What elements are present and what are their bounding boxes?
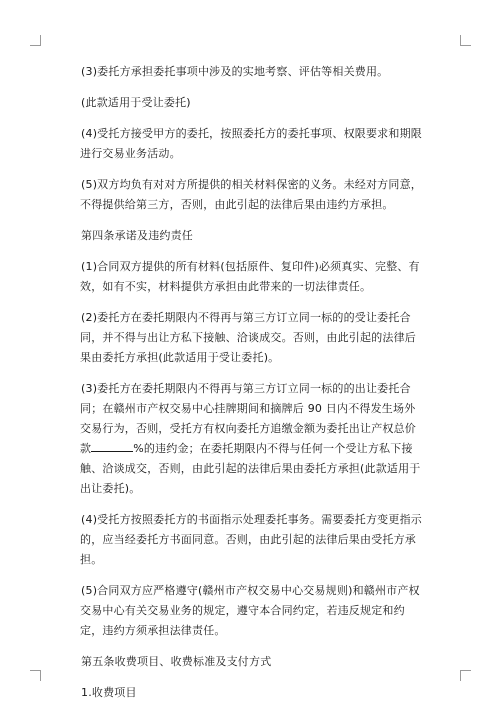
clause-3-expenses: (3)委托方承担委托事项中涉及的实地考察、评估等相关费用。 <box>81 65 389 78</box>
clause-3-text-before-blank: (3)委托方在委托期限内不得再与第三方订立同一标的的出让委托合同；在赣州市产权交易中心挂牌期间和摘牌后 90 日内不得发生场外交易行为，否则，受托方有权向委托方追缴金额为委托出让产权总价款 <box>80 382 416 455</box>
fee-items-heading: 1.收费项目 <box>81 686 137 699</box>
clause-5-confidentiality: (5)双方均负有对对方所提供的相关材料保密的义务。未经对方同意，不得提供给第三方，否则，由此引起的法律后果由违约方承担。 <box>80 178 422 211</box>
document-body <box>80 62 425 714</box>
crop-mark-top-right <box>460 35 471 46</box>
crop-mark-bottom-right <box>460 670 471 681</box>
crop-mark-bottom-left <box>30 670 41 681</box>
clause-4-entrust: (4)受托方接受甲方的委托，按照委托方的委托事项、权限要求和期限进行交易业务活动。 <box>80 127 422 160</box>
clause-3-text-after-blank: %的违约金；在委托期限内不得与任何一个受让方私下接触、洽谈成交，否则，由此引起的法律后果由委托方承担(此款适用于出让委托)。 <box>80 442 421 495</box>
article-4-clause-3 <box>80 379 425 499</box>
article-4-heading: 第四条承诺及违约责任 <box>81 229 193 242</box>
crop-mark-top-left <box>30 35 41 46</box>
clause-note-transferee: (此款适用于受让委托) <box>81 96 191 109</box>
penalty-percent-blank <box>91 440 133 452</box>
article-4-clause-5: (5)合同双方应严格遵守(赣州市产权交易中心交易规则)和赣州市产权交易中心有关交易业务的规定，遵守本合同约定，若违反规定和约定，违约方须承担法律责任。 <box>80 584 420 637</box>
article-4-clause-2: (2)委托方在委托期限内不得再与第三方订立同一标的的受让委托合同，并不得与出让方私下接触、洽谈成交。否则，由此引起的法律后果由委托方承担(此款适用于受让委托)。 <box>80 311 416 364</box>
article-4-clause-1: (1)合同双方提供的所有材料(包括原件、复印件)必须真实、完整、有效，如有不实，材料提供方承担由此带来的一切法律责任。 <box>80 260 420 293</box>
article-4-clause-4: (4)受托方按照委托方的书面指示处理委托事务。需要委托方变更指示的，应当经委托方书面同意。否则，由此引起的法律后果由受托方承担。 <box>80 513 422 566</box>
article-5-heading: 第五条收费项目、收费标准及支付方式 <box>81 655 272 668</box>
